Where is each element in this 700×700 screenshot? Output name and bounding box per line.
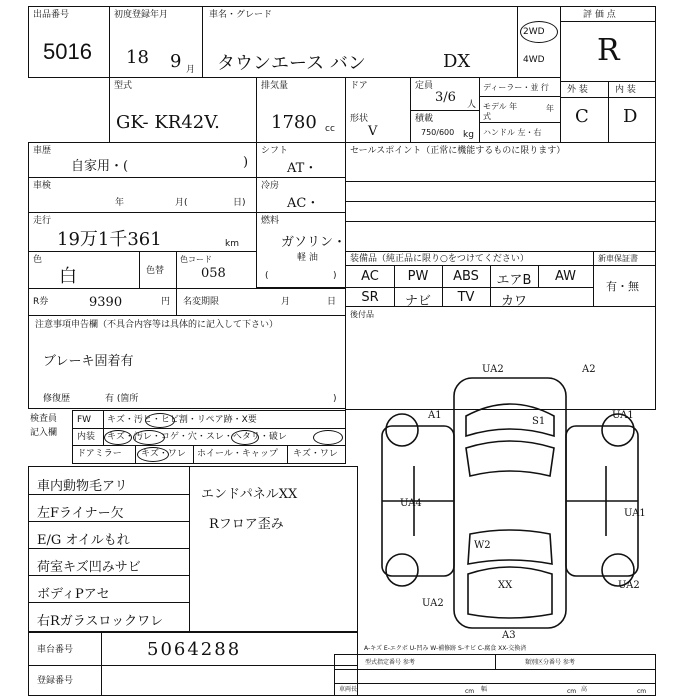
shape-value: V	[368, 124, 378, 139]
name-change-cell	[176, 288, 346, 316]
equipment-top-0: AC	[361, 269, 379, 284]
color-code-label: 色コード	[180, 255, 212, 264]
fuel-diesel: 軽 油	[297, 253, 318, 263]
inspector-row1-items: キズ・汚ヒ・ヒビ割・リペア跡・X要	[107, 415, 257, 425]
equipment-2: TV	[457, 290, 475, 305]
warranty-value: 有・無	[606, 280, 639, 293]
chassis-value: 5064288	[147, 639, 242, 660]
mileage-label: 走行	[33, 216, 52, 226]
notes-value: ブレーキ固着有	[43, 354, 134, 369]
equipment-label: 装備品（純正品に限り○をつけてください）	[350, 254, 529, 264]
equipment-top-4: AW	[554, 269, 577, 284]
width-label: 幅	[481, 686, 488, 693]
mark-a3: A3	[502, 630, 516, 640]
model-year-unit: 年	[546, 104, 554, 113]
cc-cell	[256, 77, 346, 143]
first-reg-year: 18	[126, 47, 149, 68]
inspector-row3-b: ホイール・キャップ	[197, 449, 278, 459]
notes-cell	[28, 315, 346, 409]
score-label: 評 価 点	[583, 10, 616, 20]
new-warranty-label: 新車保証書	[598, 254, 638, 263]
remark-right-1: Rフロア歪み	[209, 517, 284, 532]
dealer-label: ディーラー・並 行	[483, 83, 549, 92]
remark-4: ボディPアセ	[37, 587, 110, 602]
sales-point-cell	[345, 142, 656, 252]
shift-cell	[256, 142, 346, 178]
shift-value: AT・	[287, 161, 318, 176]
first-reg-label: 初度登録年月	[114, 10, 169, 20]
sales-label: セールスポイント（正常に機能するものに限ります）	[350, 146, 566, 156]
inspection-label: 車検	[33, 181, 52, 191]
capacity-cell	[410, 77, 480, 143]
car-damage-diagram	[362, 356, 656, 640]
color-cell	[28, 251, 140, 289]
aftermarket-label: 後付品	[350, 310, 374, 319]
length-cm: cm	[465, 688, 475, 695]
mark-ua4: UA4	[400, 498, 422, 509]
mark-xx: XX	[498, 580, 513, 591]
equipment-top-2: ABS	[453, 269, 479, 284]
ac-label: 冷房	[261, 181, 280, 191]
repaint-label: 色替	[146, 266, 165, 276]
door-cell	[345, 77, 411, 143]
mileage-cell	[28, 212, 257, 252]
model-name-label: 車名・グレード	[209, 10, 273, 20]
lot-label: 出品番号	[33, 10, 70, 20]
lot-value: 5016	[43, 39, 92, 64]
capacity-unit: 人	[467, 100, 477, 110]
inspection-year: 年	[115, 198, 125, 208]
interior-value: D	[623, 106, 638, 127]
inspector-row2-head: 内装	[77, 432, 96, 442]
inspection-month: 月(	[175, 198, 188, 208]
equipment-top-1: PW	[407, 269, 429, 284]
fuel-paren-open: (	[265, 271, 269, 281]
circle-mirror	[137, 447, 169, 462]
roof-front	[466, 441, 554, 476]
width-cm: cm	[567, 688, 577, 695]
auction-sheet	[28, 6, 656, 696]
model-name-value: タウンエース バン	[217, 53, 366, 74]
load-value: 750/600	[421, 128, 455, 137]
exterior-value: C	[575, 106, 589, 127]
chassis-cell	[28, 632, 358, 666]
name-change-month: 月	[281, 297, 291, 307]
repair-label: 修復歴	[43, 394, 71, 404]
inspector-row3-items: キズ・ワレ	[141, 449, 186, 459]
mark-ua2-top: UA2	[482, 364, 504, 375]
lot-cell	[28, 6, 110, 78]
mark-ua1-side: UA1	[624, 508, 646, 519]
fuel-paren-close: )	[333, 271, 337, 281]
mark-w2: W2	[474, 540, 491, 551]
model-year-label: モデル 年式	[483, 102, 518, 121]
inspection-cell	[28, 177, 257, 213]
use-label: 車歴	[33, 146, 52, 156]
color-code-cell	[176, 251, 257, 289]
score-value: R	[597, 33, 620, 68]
inspection-day: 日)	[233, 198, 246, 208]
mark-a2-top: A2	[582, 364, 596, 375]
equipment-0: SR	[361, 290, 379, 305]
equipment-1: ナビ	[404, 294, 431, 309]
recycle-value: 9390	[89, 295, 123, 310]
color-value: 白	[59, 266, 77, 287]
height-label: 高	[581, 686, 588, 693]
color-code-value: 058	[201, 266, 226, 281]
inspector-label-1: 検査員	[30, 414, 58, 424]
first-reg-cell	[109, 6, 203, 78]
first-reg-month-unit: 月	[186, 65, 196, 75]
capacity-value: 3/6	[435, 90, 456, 105]
recycle-cell	[28, 288, 177, 316]
name-change-day: 日	[327, 297, 337, 307]
warranty-cell	[593, 251, 656, 307]
type-value: GK- KR42V.	[116, 112, 220, 133]
use-value: 自家用・(	[71, 159, 129, 174]
drive-2wd-circle	[520, 21, 558, 43]
shift-label: シフト	[261, 146, 289, 156]
inspector-row2-items: キズ・汚レ・コゲ・穴・スレ・ヘタリ・破レ	[107, 432, 287, 442]
mileage-value: 19万1千361	[57, 229, 162, 250]
load-unit: kg	[463, 130, 474, 140]
drive-2wd: 2WD	[523, 27, 545, 37]
inspector-block	[28, 408, 346, 464]
grade-value: DX	[443, 51, 471, 72]
inspector-label-2: 記入欄	[30, 428, 58, 438]
remark-right-0: エンドパネルXX	[201, 487, 298, 502]
remark-0: 車内動物毛アリ	[37, 479, 128, 494]
form-b: 類別区分番号 参考	[525, 659, 575, 666]
name-change-label: 名変期限	[183, 297, 220, 307]
drive-4wd: 4WD	[523, 55, 545, 65]
use-cell	[28, 142, 257, 178]
capacity-label: 定員	[415, 81, 434, 91]
wheel-front-left	[386, 414, 418, 446]
remarks-cell	[28, 466, 358, 632]
rear-hatch	[468, 567, 552, 618]
wheel-rear-left	[386, 554, 418, 586]
cc-unit: cc	[325, 124, 335, 134]
length-label: 車両長	[339, 686, 358, 693]
form-a: 型式指定番号 参考	[365, 659, 415, 666]
mark-ua2-left: UA2	[422, 598, 444, 609]
remark-1: 左Fライナー欠	[37, 506, 124, 521]
circle-int-rub	[231, 430, 259, 445]
reg-label: 登録番号	[37, 676, 74, 686]
mark-ua2-right: UA2	[618, 580, 640, 591]
ext-int-cell	[560, 81, 656, 143]
remark-5: 右Rガラスロックワレ	[37, 614, 164, 629]
inspector-row1-head: FW	[77, 415, 92, 425]
remark-3: 荷室キズ凹みサビ	[37, 560, 141, 575]
load-label: 積載	[415, 114, 434, 124]
remark-2: E/G オイルもれ	[37, 533, 130, 548]
score-cell	[560, 6, 656, 82]
interior-label: 内 装	[615, 85, 636, 95]
use-close: )	[243, 155, 249, 170]
equipment-cell	[345, 251, 594, 307]
inspector-row3-head: ドアミラー	[77, 449, 122, 459]
fuel-value: ガソリン・	[281, 235, 347, 250]
model-name-cell	[202, 6, 518, 78]
cc-label: 排気量	[261, 81, 289, 91]
inspector-grid	[72, 410, 346, 464]
circle-fw-stain	[145, 413, 175, 428]
drive-cell	[517, 6, 561, 78]
mark-ua1-right: UA1	[612, 410, 634, 421]
reg-cell	[28, 665, 358, 696]
mark-a1-left: A1	[428, 410, 442, 421]
shape-label: 形状	[350, 114, 369, 124]
color-label: 色	[33, 255, 43, 265]
repair-value: 有 (箇所	[105, 394, 139, 404]
equipment-top-3: エアB	[496, 273, 532, 288]
first-reg-month: 9	[170, 51, 182, 72]
fuel-cell	[256, 212, 346, 288]
circle-int-tear	[313, 430, 343, 445]
type-label: 型式	[114, 81, 133, 91]
circle-int-stain	[133, 430, 165, 445]
type-cell	[109, 77, 257, 143]
dealer-cell	[479, 77, 561, 143]
repaint-cell	[139, 251, 177, 289]
fuel-label: 燃料	[261, 216, 280, 226]
damage-legend: A-キズ E-エクボ U-凹み W-補修跡 S-サビ C-腐食 XX-交換済	[364, 645, 527, 652]
mark-s1: S1	[532, 416, 546, 427]
mileage-unit: km	[225, 239, 239, 249]
cc-value: 1780	[271, 112, 317, 133]
repair-close: )	[333, 394, 337, 404]
recycle-unit: 円	[161, 297, 171, 307]
handle-label: ハンドル 左・右	[483, 128, 542, 137]
notes-label: 注意事項申告欄（不具合内容等は具体的に記入して下さい）	[35, 320, 279, 330]
door-label: ドア	[350, 81, 368, 91]
circle-int-scratch	[104, 430, 132, 445]
height-cm: cm	[637, 688, 647, 695]
recycle-label: R券	[33, 297, 49, 307]
form-cell	[334, 654, 656, 696]
exterior-label: 外 装	[567, 85, 588, 95]
equipment-3: カワ	[500, 294, 527, 309]
chassis-label: 車台番号	[37, 645, 74, 655]
inspector-row3-c: キズ・ワレ	[293, 449, 338, 459]
ac-value: AC・	[287, 196, 320, 211]
ac-cell	[256, 177, 346, 213]
